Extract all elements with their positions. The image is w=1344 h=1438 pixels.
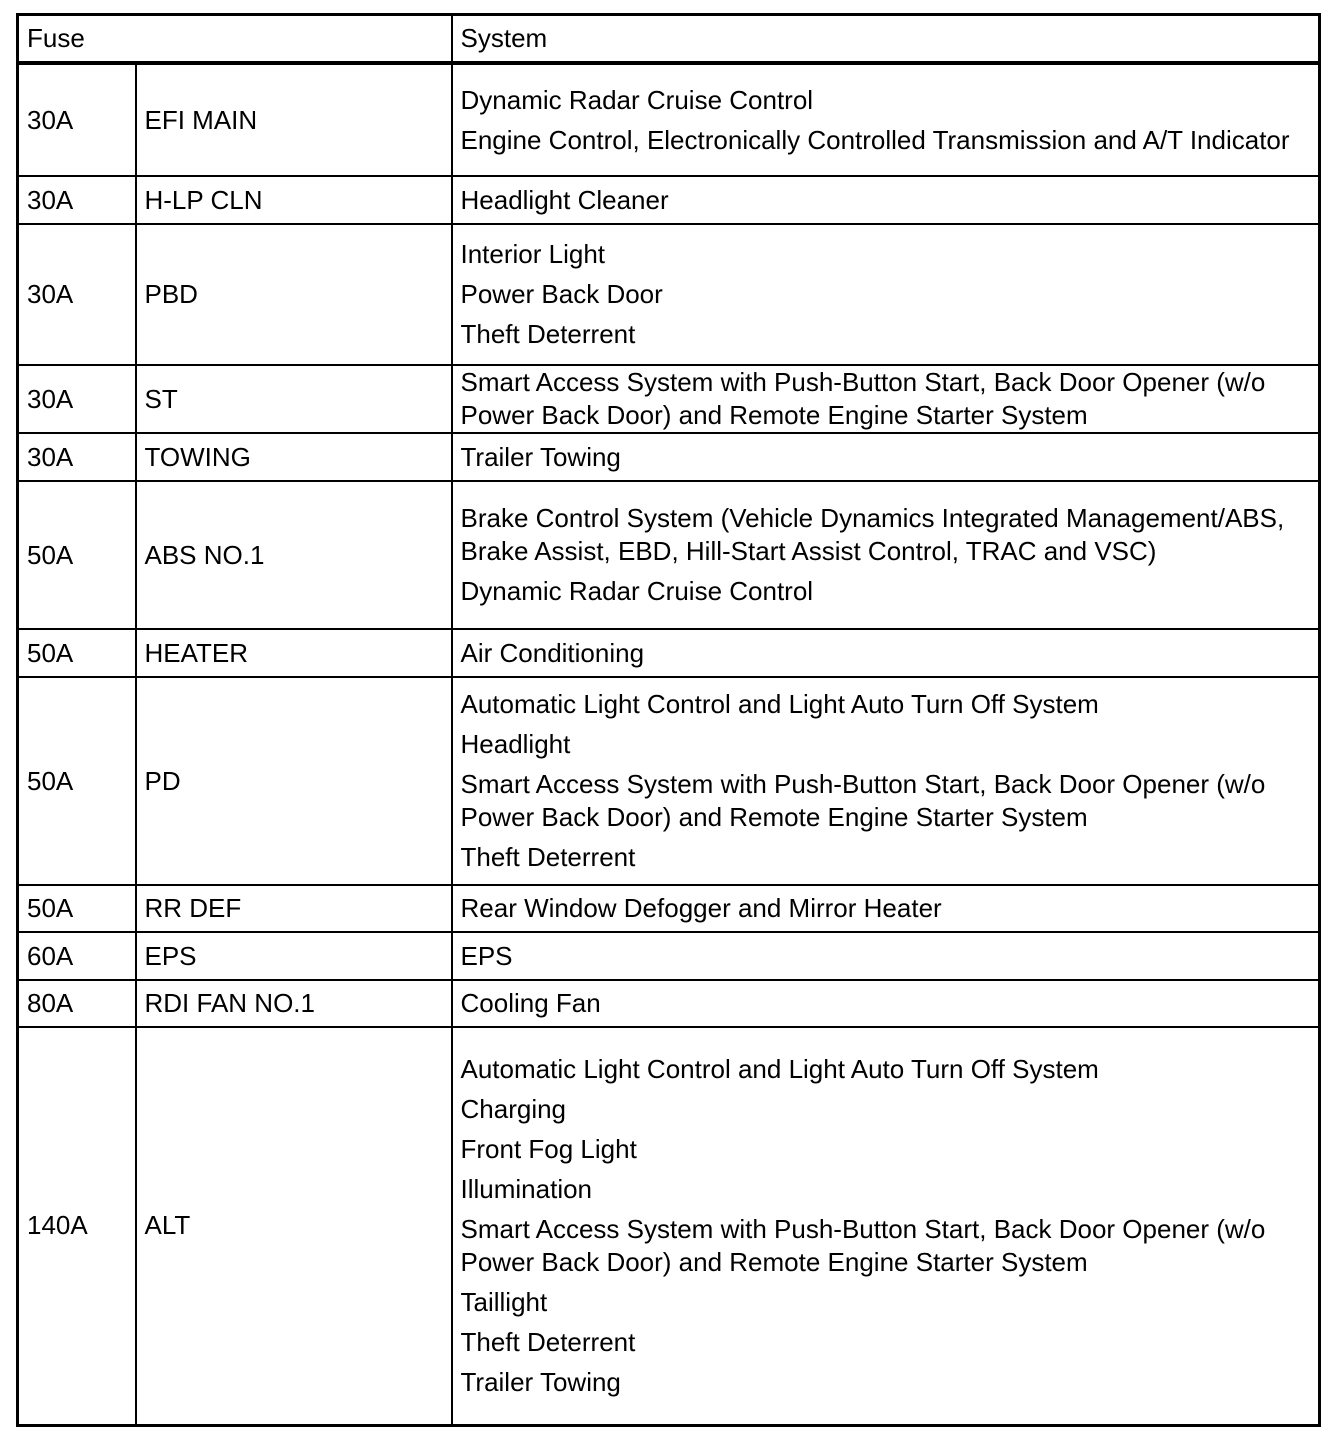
table-row <box>18 629 1320 677</box>
system-entry: Brake Control System (Vehicle Dynamics Integrated Management/ABS, Brake Assist, EBD, Hill-Start Assist Control, TRAC and VSC) <box>460 503 1285 566</box>
table-row <box>18 433 1320 481</box>
system-entry: Front Fog Light <box>460 1133 637 1164</box>
system-entry: Theft Deterrent <box>460 1326 636 1357</box>
fuse-amperage: 80A <box>18 980 136 1027</box>
system-entry: Charging <box>460 1093 567 1124</box>
fuse-amperage: 30A <box>18 224 136 365</box>
fuse-systems <box>452 885 1320 932</box>
fuse-table <box>16 13 1321 1427</box>
fuse-systems <box>452 365 1320 433</box>
system-entry: Rear Window Defogger and Mirror Heater <box>460 893 942 923</box>
table-row <box>18 365 1320 433</box>
table-row <box>18 885 1320 932</box>
system-entry: Air Conditioning <box>460 637 645 668</box>
fuse-name: PBD <box>136 224 452 365</box>
fuse-amperage: 60A <box>18 932 136 980</box>
fuse-name: ST <box>136 365 452 433</box>
fuse-name: ABS NO.1 <box>136 481 452 629</box>
header-fuse: Fuse <box>18 15 452 64</box>
system-entry: Taillight <box>460 1286 548 1317</box>
fuse-amperage: 50A <box>18 481 136 629</box>
system-entry: Trailer Towing <box>460 441 621 472</box>
fuse-name: TOWING <box>136 433 452 481</box>
fuse-systems <box>452 629 1320 677</box>
system-entry: Dynamic Radar Cruise Control <box>460 576 814 606</box>
table-row <box>18 176 1320 224</box>
table-row <box>18 481 1320 629</box>
table-row <box>18 980 1320 1027</box>
fuse-systems <box>452 1027 1320 1425</box>
system-entry: Automatic Light Control and Light Auto Turn Off System <box>460 689 1099 719</box>
system-entry: Smart Access System with Push-Button Start, Back Door Opener (w/o Power Back Door) and Remote Engine Starter System <box>460 769 1266 832</box>
system-entry: Interior Light <box>460 239 606 269</box>
header-system: System <box>452 15 1320 64</box>
fuse-amperage: 30A <box>18 63 136 176</box>
table-body <box>18 63 1320 1425</box>
system-entry: Cooling Fan <box>460 988 601 1018</box>
table-row <box>18 224 1320 365</box>
system-entry: Theft Deterrent <box>460 842 636 872</box>
system-entry: Illumination <box>460 1173 593 1204</box>
system-entry: Smart Access System with Push-Button Start, Back Door Opener (w/o Power Back Door) and Remote Engine Starter System <box>460 1213 1266 1277</box>
system-entry: Automatic Light Control and Light Auto Turn Off System <box>460 1053 1099 1084</box>
fuse-name: EPS <box>136 932 452 980</box>
fuse-amperage: 30A <box>18 365 136 433</box>
table-row <box>18 63 1320 176</box>
fuse-name: RR DEF <box>136 885 452 932</box>
system-entry: Dynamic Radar Cruise Control <box>460 84 814 115</box>
fuse-amperage: 30A <box>18 176 136 224</box>
fuse-systems <box>452 677 1320 885</box>
fuse-amperage: 140A <box>18 1027 136 1425</box>
fuse-name: HEATER <box>136 629 452 677</box>
fuse-systems <box>452 63 1320 176</box>
fuse-amperage: 50A <box>18 885 136 932</box>
system-entry: Smart Access System with Push-Button Start, Back Door Opener (w/o Power Back Door) and Remote Engine Starter System <box>460 367 1266 430</box>
header-row <box>18 15 1320 64</box>
fuse-systems <box>452 932 1320 980</box>
fuse-name: RDI FAN NO.1 <box>136 980 452 1027</box>
system-entry: Headlight Cleaner <box>460 184 669 215</box>
fuse-systems <box>452 433 1320 481</box>
system-entry: Headlight <box>460 729 571 759</box>
system-entry: Theft Deterrent <box>460 319 636 349</box>
system-entry: Trailer Towing <box>460 1366 621 1397</box>
table-row <box>18 677 1320 885</box>
table-row <box>18 1027 1320 1425</box>
fuse-name: PD <box>136 677 452 885</box>
system-entry: Engine Control, Electronically Controlled Transmission and A/T Indicator <box>460 124 1290 155</box>
fuse-systems <box>452 176 1320 224</box>
fuse-systems <box>452 481 1320 629</box>
table-row <box>18 932 1320 980</box>
fuse-systems <box>452 980 1320 1027</box>
system-entry: Power Back Door <box>460 279 663 309</box>
fuse-name: H-LP CLN <box>136 176 452 224</box>
system-entry: EPS <box>460 940 513 971</box>
fuse-systems <box>452 224 1320 365</box>
fuse-amperage: 50A <box>18 677 136 885</box>
fuse-name: ALT <box>136 1027 452 1425</box>
fuse-amperage: 50A <box>18 629 136 677</box>
fuse-amperage: 30A <box>18 433 136 481</box>
fuse-name: EFI MAIN <box>136 63 452 176</box>
